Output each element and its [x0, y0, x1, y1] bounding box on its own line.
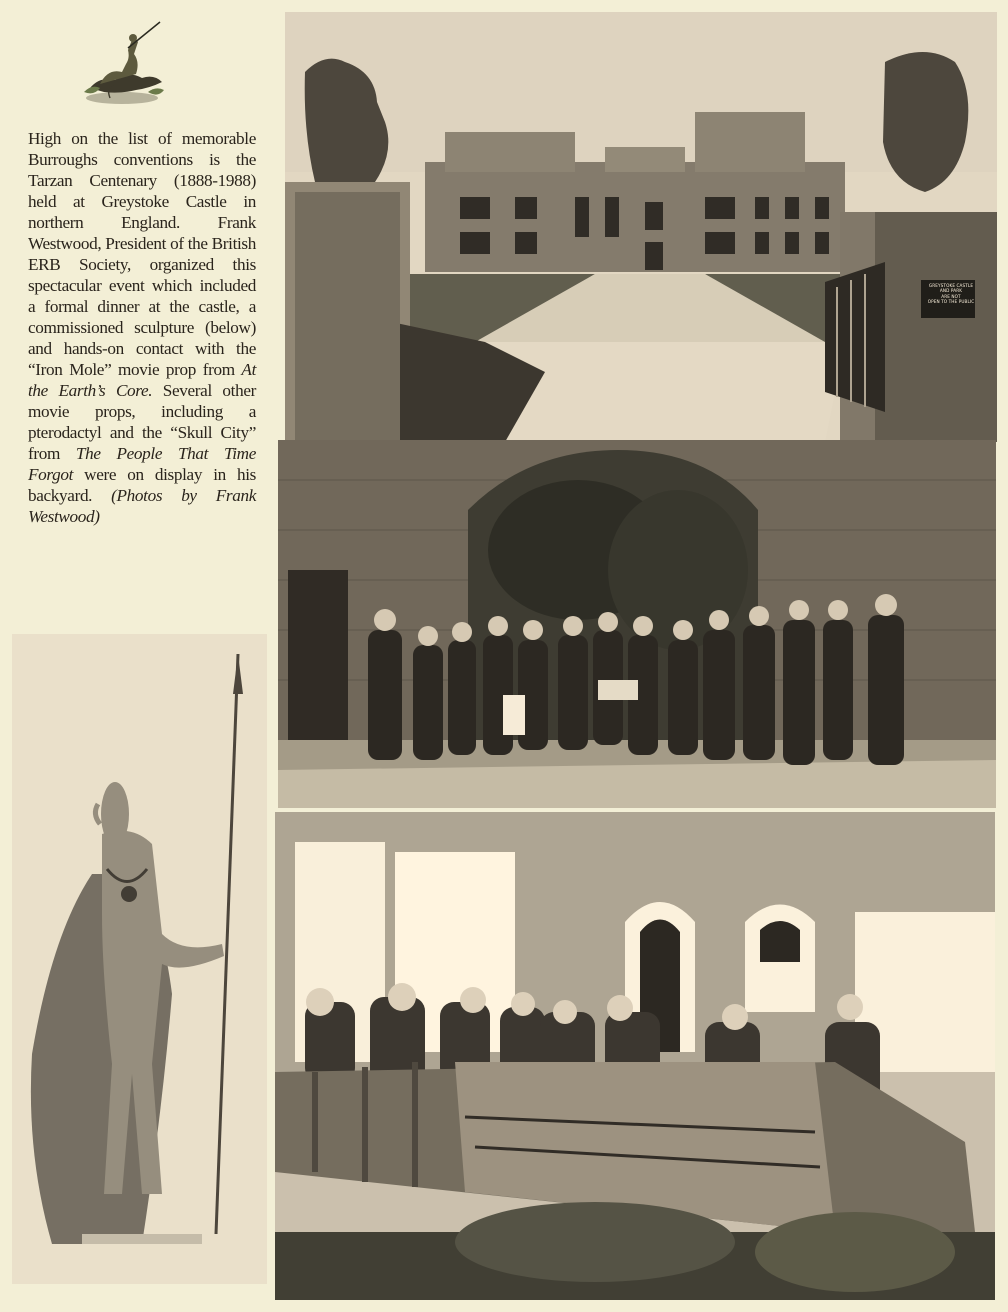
- sculpture-photo: [12, 634, 267, 1284]
- greystoke-castle-photo: [285, 12, 997, 442]
- sign-line-4: OPEN TO THE PUBLIC: [927, 298, 975, 304]
- group-archway-photo: [278, 440, 996, 808]
- sign-line-2: AND PARK: [939, 288, 963, 294]
- caption-text-2: Several other movie props, including a pterodactyl and the “Skull City” from: [28, 381, 256, 463]
- iron-mole-prop-photo: [275, 812, 995, 1300]
- tarzan-logo-illustration: [70, 18, 170, 108]
- caption-text-3: were on display in his backyard.: [28, 465, 256, 505]
- caption-text-1: High on the list of memorable Burroughs conventions is the Tarzan Centenary (1888-1988) held at Greystoke Castle in northern England. Frank Westwood, President of the British ERB Society, organized this spectacular event which included a formal dinner at the castle, a commissioned sculpture (below) and hands-on contact with the “Iron Mole” movie prop from: [28, 129, 256, 379]
- greystoke-sign: [926, 283, 976, 304]
- caption-film-title-2: The People That Time Forgot: [28, 444, 256, 484]
- sign-line-1: GREYSTOKE CASTLE: [928, 283, 974, 288]
- caption-film-title-1: At the Earth’s Core.: [28, 360, 256, 400]
- article-caption: [28, 128, 256, 527]
- sign-line-3: ARE NOT: [941, 293, 961, 299]
- photo-credit: (Photos by Frank Westwood): [28, 486, 256, 526]
